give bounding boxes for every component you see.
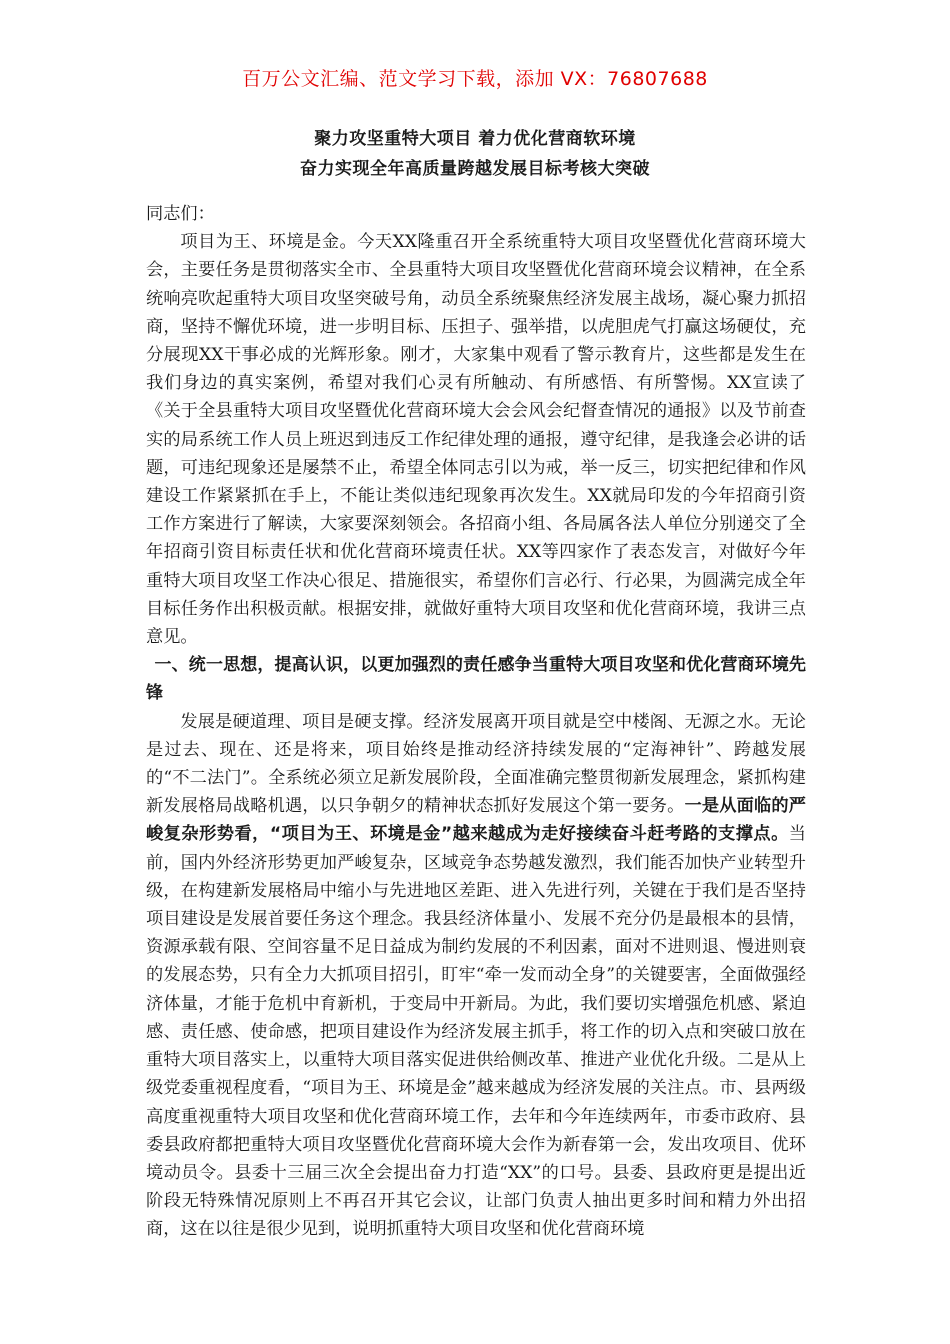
paragraph-2-bold-point: 一是从面临的严峻复杂形势看，“项目为王、环境是金”越来越成为走好接续奋斗赶考路的支撑点。 bbox=[146, 796, 806, 845]
paragraph-2-text-b: 当前，国内外经济形势更加严峻复杂，区域竞争态势越发激烈，我们能否加快产业转型升级，在构建新发展格局中缩小与先进地区差距、进入先进行列，关键在于我们是否坚持项目建设是发展首要任务这个理念。我县经济体量小、发展不充分仍是最根本的县情，资源承载有限、空间容量不足日益成为制约发展的不利因素，面对不进则退、慢进则衰的发展态势，只有全力大抓项目招引，盯牢“牵一发而动全身”的关键要害，全面做强经济体量，才能于危机中育新机，于变局中开新局。为此，我们要切实增强危机感、紧迫感、责任感、使命感，把项目建设作为经济发展主抓手，将工作的切入点和突破口放在重特大项目落实上，以重特大项目落实促进供给侧改革、推进产业优化升级。二是从上级党委重视程度看，“项目为王、环境是金”越来越成为经济发展的关注点。市、县两级高度重视重特大项目攻坚和优化营商环境工作，去年和今年连续两年，市委市政府、县委县政府都把重特大项目攻坚暨优化营商环境大会作为新春第一会，发出攻项目、优环境动员令。县委十三届三次全会提出奋力打造“XX”的口号。县委、县政府更是提出近阶段无特殊情况原则上不再召开其它会议，让部门负责人抽出更多时间和精力外出招商，这在以往是很少见到，说明抓重特大项目攻坚和优化营商环境 bbox=[146, 824, 806, 1240]
document-title bbox=[0, 124, 950, 184]
paragraph-1: 项目为王、环境是金。今天XX隆重召开全系统重特大项目攻坚暨优化营商环境大会，主要任务是贯彻落实全市、全县重特大项目攻坚暨优化营商环境会议精神，在全系统响亮吹起重特大项目攻坚突破号角，动员全系统聚焦经济发展主战场，凝心聚力抓招商，坚持不懈优环境，进一步明目标、压担子、强举措，以虎胆虎气打赢这场硬仗，充分展现XX干事必成的光辉形象。刚才，大家集中观看了警示教育片，这些都是发生在我们身边的真实案例，希望对我们心灵有所触动、有所感悟、有所警惕。XX宣读了《关于全县重特大项目攻坚暨优化营商环境大会会风会纪督查情况的通报》以及节前查实的局系统工作人员上班迟到违反工作纪律处理的通报，遵守纪律，是我逢会必讲的话题，可违纪现象还是屡禁不止，希望全体同志引以为戒，举一反三，切实把纪律和作风建设工作紧紧抓在手上，不能让类似违纪现象再次发生。XX就局印发的今年招商引资工作方案进行了解读，大家要深刻领会。各招商小组、各局属各法人单位分别递交了全年招商引资目标责任状和优化营商环境责任状。XX等四家作了表态发言，对做好今年重特大项目攻坚工作决心很足、措施很实，希望你们言必行、行必果，为圆满完成全年目标任务作出积极贡献。根据安排，就做好重特大项目攻坚和优化营商环境，我讲三点意见。 bbox=[146, 232, 806, 648]
paragraph-2 bbox=[146, 708, 806, 1244]
document-body bbox=[146, 200, 806, 1244]
section-heading-1: 一、统一思想，提高认识，以更加强烈的责任感争当重特大项目攻坚和优化营商环境先锋 bbox=[146, 655, 806, 704]
paragraph-2-text-a: 发展是硬道理、项目是硬支撑。经济发展离开项目就是空中楼阁、无源之水。无论是过去、现在、还是将来，项目始终是推动经济持续发展的“定海神针”、跨越发展的“不二法门”。全系统必须立足新发展阶段，全面准确完整贯彻新发展理念，紧抓构建新发展格局战略机遇，以只争朝夕的精神状态抓好发展这个第一要务。 bbox=[146, 711, 806, 817]
title-line-2: 奋力实现全年高质量跨越发展目标考核大突破 bbox=[300, 159, 650, 179]
watermark-header: 百万公文汇编、范文学习下载，添加 VX：76807688 bbox=[242, 68, 708, 90]
title-line-1: 聚力攻坚重特大项目 着力优化营商软环境 bbox=[314, 129, 636, 149]
salutation: 同志们： bbox=[146, 204, 215, 224]
